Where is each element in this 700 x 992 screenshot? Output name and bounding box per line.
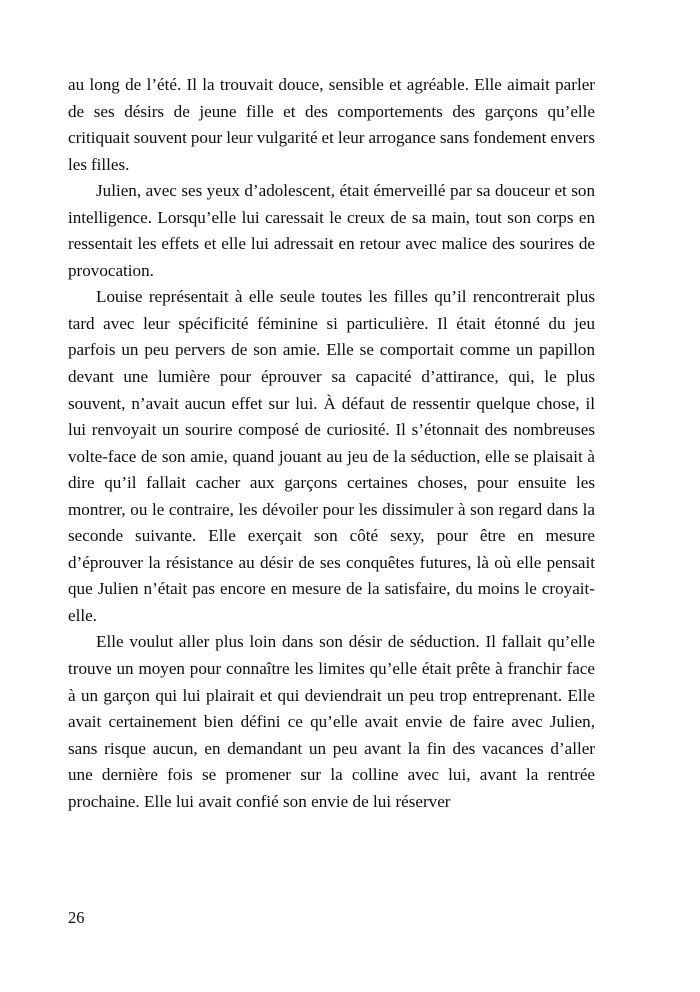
body-paragraph-elle-voulut: Elle voulut aller plus loin dans son désir de séduction. Il fallait qu’elle trouve un moyen pour connaître les limites qu’elle était prête à franchir face à un garçon qui lui plairait et qui deviendrait un peu trop entreprenant. Elle avait certainement bien défini ce qu’elle avait envie de faire avec Julien, sans risque aucun, en demandant un peu avant la fin des vacances d’aller une dernière fois se promener sur la colline avec lui, avant la rentrée prochaine. Elle lui avait confié son envie de lui réserver bbox=[68, 632, 595, 811]
body-paragraph-julien: Julien, avec ses yeux d’adolescent, était émerveillé par sa douceur et son intelligence. Lorsqu’elle lui caressait le creux de sa main, tout son corps en ressentait les effets et elle lui adressait en retour avec malice des sourires de provocation. bbox=[68, 181, 595, 280]
body-paragraph-continuation: au long de l’été. Il la trouvait douce, sensible et agréable. Elle aimait parler de ses désirs de jeune fille et des comportements des garçons qu’elle critiquait souvent pour leur vulgarité et leur arrogance sans fondement envers les filles. bbox=[68, 75, 595, 174]
page-number: 26 bbox=[68, 908, 85, 927]
body-text-column bbox=[68, 72, 595, 815]
body-paragraph-louise: Louise représentait à elle seule toutes les filles qu’il rencontrerait plus tard avec leur spécificité féminine si particulière. Il était étonné du jeu parfois un peu pervers de son amie. Elle se comportait comme un papillon devant une lumière pour éprouver sa capacité d’attirance, qui, le plus souvent, n’avait aucun effet sur lui. À défaut de ressentir quelque chose, il lui renvoyait un sourire composé de curiosité. Il s’étonnait des nombreuses volte-face de son amie, quand jouant au jeu de la séduction, elle se plaisait à dire qu’il fallait cacher aux garçons certaines choses, pour ensuite les montrer, ou le contraire, les dévoiler pour les dissimuler à son regard dans la seconde suivante. Elle exerçait son côté sexy, pour être en mesure d’éprouver la résistance au désir de ses conquêtes futures, là où elle pensait que Julien n’était pas encore en mesure de la satisfaire, du moins le croyait-elle. bbox=[68, 287, 595, 625]
